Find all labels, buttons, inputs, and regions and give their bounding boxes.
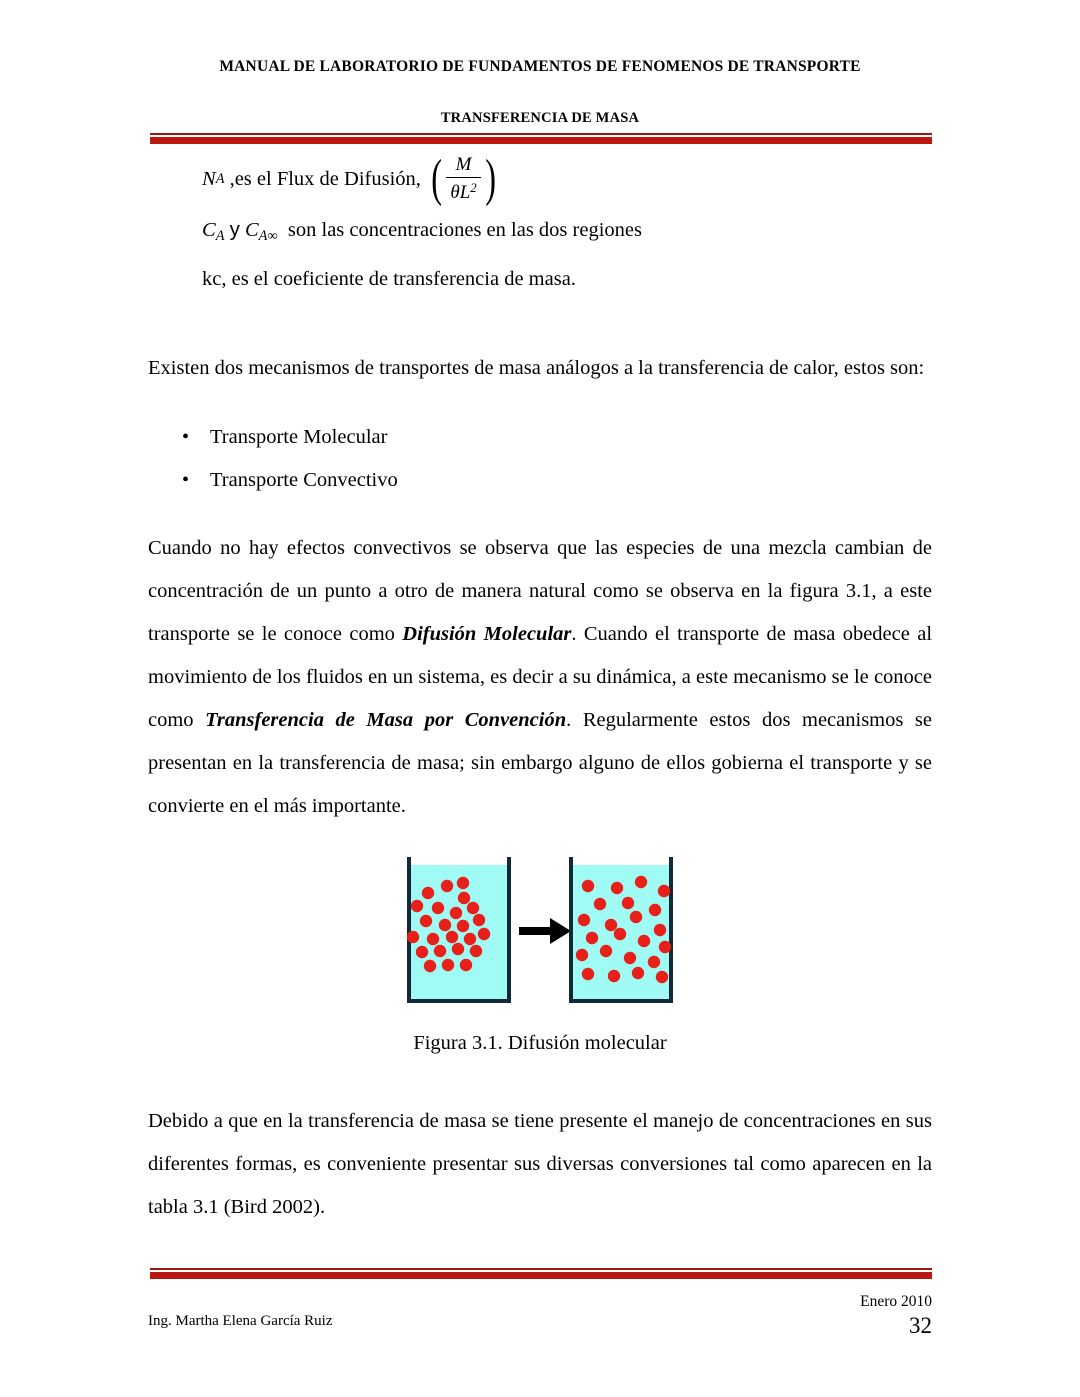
diffusion-illustration [395, 848, 685, 1023]
definition-line-concentrations [202, 208, 932, 258]
list-item-label: Transporte Convectivo [210, 469, 398, 492]
symbol-definitions [202, 150, 932, 301]
mechanisms-list [148, 416, 932, 502]
left-beaker-base [407, 999, 511, 1003]
document-header-title: MANUAL DE LABORATORIO DE FUNDAMENTOS DE FENOMENOS DE TRANSPORTE [219, 58, 861, 75]
definition-line-kc: kc, es el coeficiente de transferencia de masa. [202, 268, 576, 291]
definition-concentrations-text: son las concentraciones en las dos regiones [287, 219, 642, 241]
fraction [446, 155, 480, 203]
figure-caption: Figura 3.1. Difusión molecular [413, 1032, 667, 1054]
figure-diffusion [0, 848, 1080, 1023]
symbol-C-Ainf-subscript: A∞ [258, 228, 278, 245]
right-parenthesis: ) [485, 150, 496, 207]
footer-page-number: 32 [909, 1313, 932, 1338]
document-body [148, 150, 932, 828]
paragraph-body [148, 527, 932, 828]
L-symbol: L [459, 182, 471, 204]
divider-thick-line [150, 137, 932, 144]
symbol-N-subscript: A [215, 170, 225, 187]
fraction-bar [446, 177, 480, 179]
right-beaker-base [569, 999, 673, 1003]
list-item-label: Transporte Molecular [210, 426, 388, 449]
paragraph-body-part3: . Regularmente estos dos mecanismos se presentan en la transferencia de masa; sin embargo alguno de ellos gobierna el transporte y se convierte en el más importante. [148, 709, 933, 818]
emphasis-transferencia-convencion: Transferencia de Masa por Convención [205, 709, 567, 732]
right-beaker-wall-right [669, 857, 673, 1003]
left-beaker-wall-left [407, 857, 411, 1003]
left-parenthesis: ( [431, 150, 443, 207]
definition-flux-text: ,es el Flux de Difusión, [229, 167, 421, 190]
paragraph-body-part2: . Cuando el transporte de masa obedece al movimiento de los fluidos en un sistema, es decir a su dinámica, a este mecanismo se le conoce como [148, 623, 933, 732]
document-header-subtitle: TRANSFERENCIA DE MASA [440, 110, 640, 126]
divider-thick-line [150, 1272, 932, 1279]
right-beaker-wall-left [569, 857, 573, 1003]
symbol-N: N [202, 167, 216, 190]
L-exponent: 2 [470, 180, 477, 196]
footer-author: Ing. Martha Elena García Ruiz [148, 1313, 333, 1329]
symbol-C-A-subscript: A [215, 228, 225, 245]
header-divider-rule [150, 133, 932, 144]
footer-divider-rule [150, 1268, 932, 1279]
list-item [148, 459, 932, 502]
emphasis-difusion-molecular: Difusión Molecular [402, 623, 572, 646]
closing-paragraph-wrapper [148, 1100, 932, 1229]
diffusion-arrow-icon [519, 918, 571, 944]
bullet-icon: • [182, 469, 190, 492]
left-beaker [407, 857, 511, 1003]
bullet-icon: • [182, 426, 190, 449]
fraction-denominator [446, 180, 480, 203]
right-beaker [569, 857, 673, 1003]
paragraph-body-part1: Cuando no hay efectos convectivos se observa que las especies de una mezcla cambian de concentración de un punto a otro de manera natural como se observa en la figura 3.1, a este transporte se le conoce como [148, 537, 932, 646]
conjunction-y: y [229, 218, 240, 241]
footer-date: Enero 2010 [860, 1293, 932, 1310]
theta-symbol: θ [450, 182, 460, 204]
paragraph-closing: Debido a que en la transferencia de masa se tiene presente el manejo de concentraciones en sus diferentes formas, es conveniente presentar sus diversas conversiones tal como aparecen en la tabla 3.1 (Bird 2002). [148, 1110, 932, 1218]
left-beaker-wall-right [507, 857, 511, 1003]
fraction-numerator: M [455, 153, 472, 175]
paragraph-intro: Existen dos mecanismos de transportes de masa análogos a la transferencia de calor, estos son: [148, 357, 925, 380]
fraction-M-over-theta-L-squared [428, 150, 499, 208]
symbol-C-Ainf: C [244, 219, 259, 241]
list-item [148, 416, 932, 459]
symbol-C-A: C [202, 219, 216, 241]
definition-line-flux [202, 150, 932, 208]
